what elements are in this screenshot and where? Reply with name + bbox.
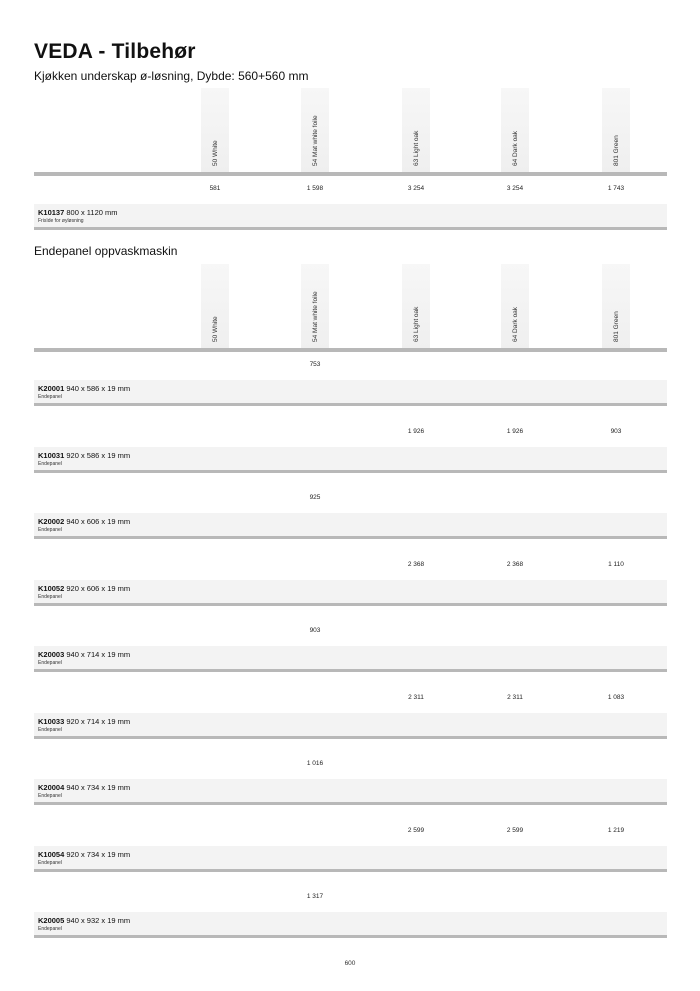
price-cell: 903 [610, 427, 622, 435]
price-cell: 2 599 [407, 826, 425, 834]
product-description: Endepanel [38, 460, 62, 467]
header-divider [34, 348, 667, 352]
page-title: VEDA - Tilbehør [34, 40, 196, 63]
product-code: K10031 [38, 450, 65, 460]
price-cell: 2 368 [407, 560, 425, 568]
price-cell: 581 [209, 185, 221, 192]
price-cell: 2 311 [408, 693, 424, 701]
product-code: K20001 [38, 384, 65, 393]
page-number: 600 [344, 960, 356, 967]
product-dimensions: 920 x 606 x 19 mm [66, 583, 131, 593]
price-cell: 1 926 [407, 427, 425, 435]
price-cell: 1 083 [607, 693, 625, 701]
price-cell: 1 743 [607, 185, 625, 192]
product-title [38, 208, 118, 217]
product-dimensions: 920 x 714 x 19 mm [66, 716, 131, 726]
price-cell: 1 598 [306, 185, 324, 192]
product-row [34, 204, 667, 227]
product-description: Endepanel [38, 926, 62, 932]
row-divider [34, 603, 667, 606]
product-title [38, 850, 130, 859]
product-title [38, 517, 130, 526]
product-title [38, 650, 130, 659]
price-cell: 3 254 [407, 185, 425, 192]
product-title [38, 717, 130, 726]
product-description: Endepanel [38, 527, 62, 533]
product-code: K10052 [38, 583, 65, 593]
price-cell: 903 [309, 627, 321, 634]
product-title [38, 783, 130, 792]
product-code: K20004 [38, 783, 65, 792]
price-cell: 925 [309, 494, 321, 501]
product-description: Frisïde for øyløsning [38, 218, 84, 224]
price-cell: 753 [309, 361, 321, 368]
product-dimensions: 920 x 734 x 19 mm [66, 849, 131, 859]
column-label: 64 Dark oak [512, 130, 519, 166]
section2-title: Endepanel oppvaskmaskin [34, 244, 178, 258]
price-cell: 2 311 [507, 693, 523, 701]
product-code: K10033 [38, 716, 65, 726]
product-description: Endepanel [38, 660, 62, 666]
price-cell: 3 254 [506, 185, 524, 192]
column-label: 801 Green [613, 135, 620, 166]
product-description: Endepanel [38, 793, 62, 799]
row-divider [34, 802, 667, 805]
product-title [38, 384, 130, 393]
price-cell: 1 110 [608, 560, 624, 568]
product-title [38, 451, 130, 460]
price-cell: 1 317 [306, 893, 324, 900]
product-description: Endepanel [38, 593, 62, 600]
column-label: 801 Green [613, 311, 620, 342]
column-label: 54 Mat white foile [312, 291, 319, 342]
row-divider [34, 669, 667, 672]
product-title [38, 916, 130, 925]
column-header [0, 88, 700, 172]
column-label: 64 Dark oak [512, 306, 519, 342]
product-dimensions: 940 x 606 x 19 mm [66, 517, 131, 526]
product-dimensions: 940 x 932 x 19 mm [66, 916, 131, 925]
product-dimensions: 800 x 1120 mm [66, 208, 118, 217]
product-dimensions: 940 x 734 x 19 mm [66, 783, 131, 792]
product-description: Endepanel [38, 394, 62, 400]
product-code: K20002 [38, 517, 65, 526]
column-label: 63 Light oak [413, 306, 420, 342]
product-dimensions: 940 x 586 x 19 mm [66, 384, 131, 393]
product-description: Endepanel [38, 726, 62, 733]
price-cell: 1 219 [607, 826, 625, 834]
column-label: 50 White [212, 140, 219, 166]
row-divider [34, 869, 667, 872]
price-cell: 2 368 [506, 560, 524, 568]
price-cell: 1 926 [506, 427, 524, 435]
product-dimensions: 920 x 586 x 19 mm [66, 450, 131, 460]
row-divider [34, 935, 667, 938]
header-divider [34, 172, 667, 176]
product-title [38, 584, 130, 593]
row-divider [34, 536, 667, 539]
section1-title: Kjøkken underskap ø-løsning, Dybde: 560+560 mm [34, 69, 309, 83]
row-divider [34, 403, 667, 406]
product-code: K10054 [38, 849, 65, 859]
column-label: 54 Mat white foile [312, 115, 319, 166]
product-code: K20003 [38, 650, 65, 659]
row-divider [34, 227, 667, 230]
product-code: K20005 [38, 916, 65, 925]
product-code: K10137 [38, 208, 65, 217]
product-description: Endepanel [38, 859, 62, 866]
column-label: 50 White [212, 316, 219, 342]
price-cell: 2 599 [506, 826, 524, 834]
row-divider [34, 736, 667, 739]
product-dimensions: 940 x 714 x 19 mm [66, 650, 131, 659]
column-label: 63 Light oak [413, 130, 420, 166]
price-cell: 1 016 [306, 760, 324, 767]
column-header [0, 264, 700, 348]
row-divider [34, 470, 667, 473]
